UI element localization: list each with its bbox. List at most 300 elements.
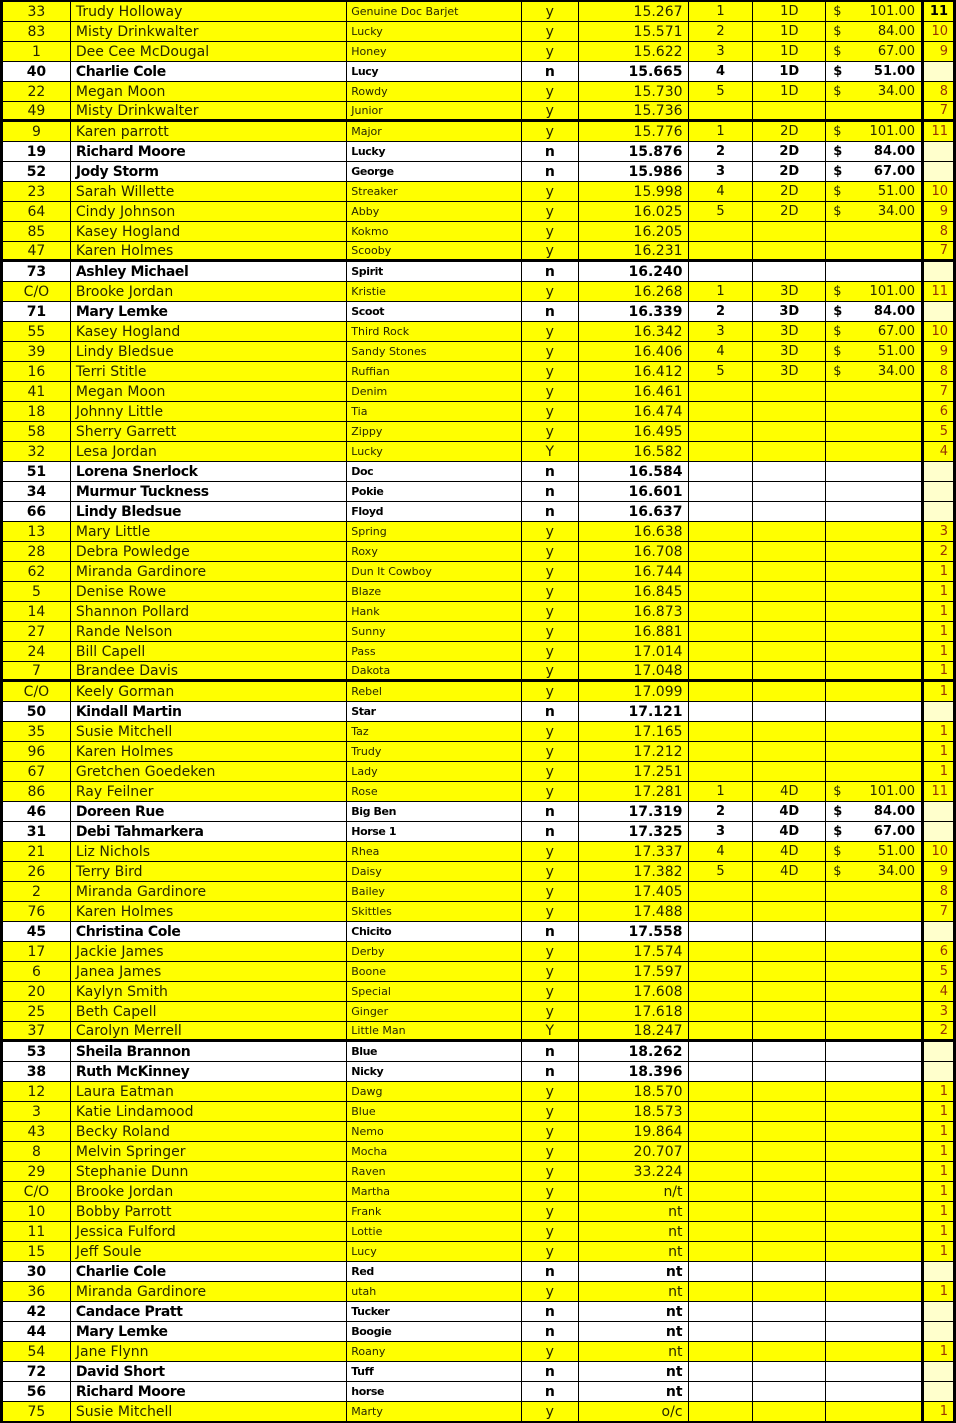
- cell-horse-name[interactable]: Streaker: [347, 182, 522, 201]
- cell-points[interactable]: 1: [921, 1182, 953, 1201]
- cell-rider-name[interactable]: Denise Rowe: [71, 582, 347, 601]
- cell-entry-number[interactable]: 47: [3, 242, 71, 259]
- cell-member-flag[interactable]: n: [522, 922, 579, 941]
- cell-time[interactable]: nt: [579, 1382, 689, 1401]
- cell-place[interactable]: [689, 482, 754, 501]
- cell-member-flag[interactable]: y: [522, 102, 579, 119]
- cell-entry-number[interactable]: 54: [3, 1342, 71, 1361]
- cell-payout[interactable]: [826, 1062, 921, 1081]
- cell-points[interactable]: [921, 62, 953, 81]
- cell-horse-name[interactable]: Kokmo: [347, 222, 522, 241]
- cell-payout[interactable]: [826, 282, 921, 301]
- cell-points[interactable]: 9: [921, 342, 953, 361]
- cell-points[interactable]: 9: [921, 42, 953, 61]
- cell-time[interactable]: 33.224: [579, 1162, 689, 1181]
- cell-rider-name[interactable]: Lesa Jordan: [71, 442, 347, 461]
- cell-rider-name[interactable]: Bobby Parrott: [71, 1202, 347, 1221]
- cell-horse-name[interactable]: Floyd: [347, 502, 522, 521]
- cell-member-flag[interactable]: y: [522, 202, 579, 221]
- cell-horse-name[interactable]: Abby: [347, 202, 522, 221]
- cell-place[interactable]: [689, 262, 754, 281]
- cell-member-flag[interactable]: y: [522, 22, 579, 41]
- cell-entry-number[interactable]: 35: [3, 722, 71, 741]
- cell-division[interactable]: [753, 1102, 826, 1121]
- cell-entry-number[interactable]: 21: [3, 842, 71, 861]
- cell-rider-name[interactable]: Karen Holmes: [71, 242, 347, 259]
- cell-place[interactable]: 1: [689, 122, 754, 141]
- cell-points[interactable]: 9: [921, 202, 953, 221]
- cell-time[interactable]: 16.584: [579, 462, 689, 481]
- cell-division[interactable]: [753, 1042, 826, 1061]
- cell-points[interactable]: [921, 1042, 953, 1061]
- cell-entry-number[interactable]: 96: [3, 742, 71, 761]
- cell-member-flag[interactable]: n: [522, 1382, 579, 1401]
- cell-points[interactable]: 1: [921, 642, 953, 661]
- cell-place[interactable]: [689, 402, 754, 421]
- cell-time[interactable]: 18.573: [579, 1102, 689, 1121]
- cell-horse-name[interactable]: Sandy Stones: [347, 342, 522, 361]
- cell-points[interactable]: 11: [921, 282, 953, 301]
- cell-horse-name[interactable]: Lucky: [347, 22, 522, 41]
- cell-points[interactable]: 1: [921, 762, 953, 781]
- cell-place[interactable]: 3: [689, 322, 754, 341]
- cell-entry-number[interactable]: 43: [3, 1122, 71, 1141]
- cell-time[interactable]: nt: [579, 1222, 689, 1241]
- cell-time[interactable]: nt: [579, 1202, 689, 1221]
- cell-member-flag[interactable]: n: [522, 1062, 579, 1081]
- cell-division[interactable]: 2D: [753, 142, 826, 161]
- cell-points[interactable]: 5: [921, 422, 953, 441]
- cell-member-flag[interactable]: n: [522, 502, 579, 521]
- cell-payout[interactable]: [826, 1282, 921, 1301]
- cell-entry-number[interactable]: 30: [3, 1262, 71, 1281]
- cell-time[interactable]: 17.325: [579, 822, 689, 841]
- cell-time[interactable]: 16.461: [579, 382, 689, 401]
- cell-division[interactable]: [753, 562, 826, 581]
- cell-division[interactable]: [753, 1342, 826, 1361]
- cell-member-flag[interactable]: y: [522, 182, 579, 201]
- cell-division[interactable]: [753, 882, 826, 901]
- cell-rider-name[interactable]: Janea James: [71, 962, 347, 981]
- cell-place[interactable]: [689, 1102, 754, 1121]
- cell-division[interactable]: [753, 1142, 826, 1161]
- cell-member-flag[interactable]: y: [522, 1102, 579, 1121]
- cell-entry-number[interactable]: 14: [3, 602, 71, 621]
- cell-horse-name[interactable]: Blue: [347, 1102, 522, 1121]
- cell-place[interactable]: 1: [689, 2, 754, 21]
- cell-place[interactable]: [689, 702, 754, 721]
- cell-place[interactable]: [689, 1262, 754, 1281]
- cell-horse-name[interactable]: Bailey: [347, 882, 522, 901]
- cell-time[interactable]: nt: [579, 1302, 689, 1321]
- cell-payout[interactable]: [826, 242, 921, 259]
- cell-division[interactable]: [753, 982, 826, 1001]
- cell-payout[interactable]: [826, 902, 921, 921]
- cell-member-flag[interactable]: y: [522, 1402, 579, 1421]
- cell-horse-name[interactable]: Nemo: [347, 1122, 522, 1141]
- cell-payout[interactable]: [826, 822, 921, 841]
- cell-payout[interactable]: [826, 222, 921, 241]
- cell-horse-name[interactable]: Lucky: [347, 142, 522, 161]
- cell-points[interactable]: 2: [921, 542, 953, 561]
- cell-member-flag[interactable]: n: [522, 142, 579, 161]
- cell-division[interactable]: [753, 1162, 826, 1181]
- cell-points[interactable]: 11: [921, 782, 953, 801]
- cell-member-flag[interactable]: n: [522, 262, 579, 281]
- cell-payout[interactable]: [826, 682, 921, 701]
- cell-time[interactable]: 15.622: [579, 42, 689, 61]
- cell-time[interactable]: 15.986: [579, 162, 689, 181]
- cell-entry-number[interactable]: 64: [3, 202, 71, 221]
- cell-points[interactable]: [921, 502, 953, 521]
- cell-time[interactable]: 17.488: [579, 902, 689, 921]
- cell-entry-number[interactable]: 24: [3, 642, 71, 661]
- cell-entry-number[interactable]: 67: [3, 762, 71, 781]
- cell-member-flag[interactable]: n: [522, 162, 579, 181]
- cell-payout[interactable]: [826, 1302, 921, 1321]
- cell-time[interactable]: 15.665: [579, 62, 689, 81]
- cell-horse-name[interactable]: Spring: [347, 522, 522, 541]
- cell-entry-number[interactable]: 42: [3, 1302, 71, 1321]
- cell-rider-name[interactable]: Charlie Cole: [71, 62, 347, 81]
- cell-entry-number[interactable]: 51: [3, 462, 71, 481]
- cell-payout[interactable]: [826, 22, 921, 41]
- cell-member-flag[interactable]: y: [522, 82, 579, 101]
- cell-payout[interactable]: [826, 562, 921, 581]
- cell-rider-name[interactable]: Mary Lemke: [71, 1322, 347, 1341]
- cell-horse-name[interactable]: horse: [347, 1382, 522, 1401]
- cell-points[interactable]: 1: [921, 662, 953, 679]
- cell-horse-name[interactable]: Nicky: [347, 1062, 522, 1081]
- cell-place[interactable]: [689, 1242, 754, 1261]
- cell-member-flag[interactable]: y: [522, 882, 579, 901]
- cell-payout[interactable]: [826, 1242, 921, 1261]
- cell-points[interactable]: 1: [921, 1202, 953, 1221]
- cell-time[interactable]: 17.121: [579, 702, 689, 721]
- cell-rider-name[interactable]: Laura Eatman: [71, 1082, 347, 1101]
- cell-division[interactable]: [753, 722, 826, 741]
- cell-payout[interactable]: [826, 182, 921, 201]
- cell-division[interactable]: [753, 402, 826, 421]
- cell-rider-name[interactable]: Liz Nichols: [71, 842, 347, 861]
- cell-entry-number[interactable]: 2: [3, 882, 71, 901]
- cell-points[interactable]: 1: [921, 722, 953, 741]
- cell-time[interactable]: 16.406: [579, 342, 689, 361]
- cell-points[interactable]: 8: [921, 362, 953, 381]
- cell-points[interactable]: [921, 702, 953, 721]
- cell-points[interactable]: 6: [921, 942, 953, 961]
- cell-payout[interactable]: [826, 702, 921, 721]
- cell-entry-number[interactable]: 52: [3, 162, 71, 181]
- cell-horse-name[interactable]: Horse 1: [347, 822, 522, 841]
- cell-time[interactable]: 17.597: [579, 962, 689, 981]
- cell-division[interactable]: [753, 582, 826, 601]
- cell-entry-number[interactable]: 71: [3, 302, 71, 321]
- cell-place[interactable]: [689, 1062, 754, 1081]
- cell-payout[interactable]: [826, 1162, 921, 1181]
- cell-horse-name[interactable]: Denim: [347, 382, 522, 401]
- cell-horse-name[interactable]: Little Man: [347, 1022, 522, 1039]
- cell-rider-name[interactable]: Brooke Jordan: [71, 1182, 347, 1201]
- cell-rider-name[interactable]: Jane Flynn: [71, 1342, 347, 1361]
- cell-division[interactable]: [753, 422, 826, 441]
- cell-points[interactable]: 10: [921, 842, 953, 861]
- cell-time[interactable]: nt: [579, 1242, 689, 1261]
- cell-rider-name[interactable]: Kaylyn Smith: [71, 982, 347, 1001]
- cell-entry-number[interactable]: 11: [3, 1222, 71, 1241]
- cell-time[interactable]: 15.998: [579, 182, 689, 201]
- cell-place[interactable]: [689, 542, 754, 561]
- cell-rider-name[interactable]: Melvin Springer: [71, 1142, 347, 1161]
- cell-time[interactable]: 17.048: [579, 662, 689, 679]
- cell-horse-name[interactable]: Lucy: [347, 1242, 522, 1261]
- cell-horse-name[interactable]: Chicito: [347, 922, 522, 941]
- cell-place[interactable]: [689, 522, 754, 541]
- cell-time[interactable]: 15.571: [579, 22, 689, 41]
- cell-member-flag[interactable]: n: [522, 1302, 579, 1321]
- cell-place[interactable]: [689, 1222, 754, 1241]
- cell-horse-name[interactable]: Hank: [347, 602, 522, 621]
- cell-points[interactable]: 11: [921, 2, 953, 21]
- cell-horse-name[interactable]: Ginger: [347, 1002, 522, 1021]
- cell-payout[interactable]: [826, 2, 921, 21]
- cell-payout[interactable]: [826, 1382, 921, 1401]
- cell-place[interactable]: [689, 622, 754, 641]
- cell-time[interactable]: nt: [579, 1262, 689, 1281]
- cell-division[interactable]: [753, 1282, 826, 1301]
- cell-horse-name[interactable]: Roxy: [347, 542, 522, 561]
- cell-horse-name[interactable]: George: [347, 162, 522, 181]
- cell-rider-name[interactable]: Jessica Fulford: [71, 1222, 347, 1241]
- cell-payout[interactable]: [826, 982, 921, 1001]
- cell-payout[interactable]: [826, 1042, 921, 1061]
- cell-payout[interactable]: [826, 362, 921, 381]
- cell-payout[interactable]: [826, 882, 921, 901]
- cell-entry-number[interactable]: 5: [3, 582, 71, 601]
- cell-payout[interactable]: [826, 582, 921, 601]
- cell-horse-name[interactable]: Martha: [347, 1182, 522, 1201]
- cell-member-flag[interactable]: n: [522, 302, 579, 321]
- cell-payout[interactable]: [826, 802, 921, 821]
- cell-points[interactable]: 1: [921, 1342, 953, 1361]
- cell-entry-number[interactable]: 86: [3, 782, 71, 801]
- cell-payout[interactable]: [826, 462, 921, 481]
- cell-time[interactable]: 16.708: [579, 542, 689, 561]
- cell-member-flag[interactable]: y: [522, 1142, 579, 1161]
- cell-horse-name[interactable]: Frank: [347, 1202, 522, 1221]
- cell-rider-name[interactable]: Charlie Cole: [71, 1262, 347, 1281]
- cell-entry-number[interactable]: 62: [3, 562, 71, 581]
- cell-time[interactable]: 17.319: [579, 802, 689, 821]
- cell-points[interactable]: 1: [921, 1282, 953, 1301]
- cell-rider-name[interactable]: Candace Pratt: [71, 1302, 347, 1321]
- cell-rider-name[interactable]: Misty Drinkwalter: [71, 102, 347, 119]
- cell-time[interactable]: 20.707: [579, 1142, 689, 1161]
- cell-payout[interactable]: [826, 1402, 921, 1421]
- cell-member-flag[interactable]: y: [522, 662, 579, 679]
- cell-place[interactable]: [689, 722, 754, 741]
- cell-time[interactable]: 16.638: [579, 522, 689, 541]
- cell-points[interactable]: 8: [921, 882, 953, 901]
- cell-entry-number[interactable]: 6: [3, 962, 71, 981]
- cell-rider-name[interactable]: Richard Moore: [71, 1382, 347, 1401]
- cell-member-flag[interactable]: y: [522, 1242, 579, 1261]
- cell-member-flag[interactable]: y: [522, 362, 579, 381]
- cell-entry-number[interactable]: 49: [3, 102, 71, 119]
- cell-division[interactable]: [753, 622, 826, 641]
- cell-place[interactable]: [689, 1402, 754, 1421]
- cell-member-flag[interactable]: y: [522, 942, 579, 961]
- cell-points[interactable]: 1: [921, 1122, 953, 1141]
- cell-payout[interactable]: [826, 1022, 921, 1039]
- cell-points[interactable]: 7: [921, 382, 953, 401]
- cell-time[interactable]: 16.412: [579, 362, 689, 381]
- cell-rider-name[interactable]: Miranda Gardinore: [71, 562, 347, 581]
- cell-payout[interactable]: [826, 482, 921, 501]
- cell-horse-name[interactable]: Red: [347, 1262, 522, 1281]
- cell-payout[interactable]: [826, 302, 921, 321]
- cell-entry-number[interactable]: 40: [3, 62, 71, 81]
- cell-payout[interactable]: [826, 1102, 921, 1121]
- cell-place[interactable]: [689, 1322, 754, 1341]
- cell-horse-name[interactable]: Blaze: [347, 582, 522, 601]
- cell-member-flag[interactable]: n: [522, 802, 579, 821]
- cell-member-flag[interactable]: y: [522, 762, 579, 781]
- cell-time[interactable]: 16.845: [579, 582, 689, 601]
- cell-horse-name[interactable]: Rose: [347, 782, 522, 801]
- cell-points[interactable]: 1: [921, 602, 953, 621]
- cell-entry-number[interactable]: 25: [3, 1002, 71, 1021]
- cell-place[interactable]: [689, 942, 754, 961]
- cell-points[interactable]: 1: [921, 582, 953, 601]
- cell-rider-name[interactable]: Katie Lindamood: [71, 1102, 347, 1121]
- cell-rider-name[interactable]: Terry Bird: [71, 862, 347, 881]
- cell-division[interactable]: [753, 1262, 826, 1281]
- cell-place[interactable]: [689, 422, 754, 441]
- cell-division[interactable]: [753, 522, 826, 541]
- cell-horse-name[interactable]: Lady: [347, 762, 522, 781]
- cell-rider-name[interactable]: Jody Storm: [71, 162, 347, 181]
- cell-time[interactable]: 18.570: [579, 1082, 689, 1101]
- cell-division[interactable]: [753, 922, 826, 941]
- cell-payout[interactable]: [826, 422, 921, 441]
- cell-entry-number[interactable]: 1: [3, 42, 71, 61]
- cell-entry-number[interactable]: 46: [3, 802, 71, 821]
- cell-member-flag[interactable]: y: [522, 1202, 579, 1221]
- cell-division[interactable]: 1D: [753, 42, 826, 61]
- cell-entry-number[interactable]: C/O: [3, 682, 71, 701]
- cell-division[interactable]: [753, 662, 826, 679]
- cell-rider-name[interactable]: Keely Gorman: [71, 682, 347, 701]
- cell-entry-number[interactable]: 23: [3, 182, 71, 201]
- cell-member-flag[interactable]: y: [522, 1122, 579, 1141]
- cell-points[interactable]: [921, 1382, 953, 1401]
- cell-payout[interactable]: [826, 402, 921, 421]
- cell-payout[interactable]: [826, 82, 921, 101]
- cell-place[interactable]: [689, 962, 754, 981]
- cell-rider-name[interactable]: Megan Moon: [71, 82, 347, 101]
- cell-rider-name[interactable]: Murmur Tuckness: [71, 482, 347, 501]
- cell-place[interactable]: [689, 562, 754, 581]
- cell-division[interactable]: [753, 1322, 826, 1341]
- cell-division[interactable]: 4D: [753, 842, 826, 861]
- cell-place[interactable]: 5: [689, 82, 754, 101]
- cell-time[interactable]: 18.262: [579, 1042, 689, 1061]
- cell-time[interactable]: 17.212: [579, 742, 689, 761]
- cell-member-flag[interactable]: y: [522, 322, 579, 341]
- cell-division[interactable]: [753, 702, 826, 721]
- cell-rider-name[interactable]: Brandee Davis: [71, 662, 347, 679]
- cell-member-flag[interactable]: y: [522, 342, 579, 361]
- cell-time[interactable]: 16.268: [579, 282, 689, 301]
- cell-time[interactable]: nt: [579, 1322, 689, 1341]
- cell-member-flag[interactable]: n: [522, 1042, 579, 1061]
- cell-payout[interactable]: [826, 722, 921, 741]
- cell-rider-name[interactable]: David Short: [71, 1362, 347, 1381]
- cell-entry-number[interactable]: 8: [3, 1142, 71, 1161]
- cell-payout[interactable]: [826, 922, 921, 941]
- cell-rider-name[interactable]: Jackie James: [71, 942, 347, 961]
- cell-payout[interactable]: [826, 742, 921, 761]
- cell-time[interactable]: 15.776: [579, 122, 689, 141]
- cell-time[interactable]: nt: [579, 1342, 689, 1361]
- cell-time[interactable]: 17.405: [579, 882, 689, 901]
- cell-points[interactable]: [921, 162, 953, 181]
- cell-rider-name[interactable]: Christina Cole: [71, 922, 347, 941]
- cell-rider-name[interactable]: Ray Feilner: [71, 782, 347, 801]
- cell-time[interactable]: 17.281: [579, 782, 689, 801]
- cell-division[interactable]: [753, 462, 826, 481]
- cell-division[interactable]: 1D: [753, 62, 826, 81]
- cell-place[interactable]: [689, 1042, 754, 1061]
- cell-entry-number[interactable]: 17: [3, 942, 71, 961]
- cell-rider-name[interactable]: Richard Moore: [71, 142, 347, 161]
- cell-rider-name[interactable]: Kasey Hogland: [71, 222, 347, 241]
- cell-time[interactable]: 17.574: [579, 942, 689, 961]
- cell-entry-number[interactable]: 33: [3, 2, 71, 21]
- cell-points[interactable]: 2: [921, 1022, 953, 1039]
- cell-rider-name[interactable]: Beth Capell: [71, 1002, 347, 1021]
- cell-entry-number[interactable]: C/O: [3, 1182, 71, 1201]
- cell-rider-name[interactable]: Carolyn Merrell: [71, 1022, 347, 1039]
- cell-points[interactable]: [921, 302, 953, 321]
- cell-points[interactable]: 10: [921, 182, 953, 201]
- cell-division[interactable]: 3D: [753, 342, 826, 361]
- cell-points[interactable]: 1: [921, 1142, 953, 1161]
- cell-division[interactable]: 3D: [753, 282, 826, 301]
- cell-place[interactable]: 2: [689, 802, 754, 821]
- cell-place[interactable]: [689, 462, 754, 481]
- cell-payout[interactable]: [826, 62, 921, 81]
- cell-entry-number[interactable]: 41: [3, 382, 71, 401]
- cell-time[interactable]: 16.601: [579, 482, 689, 501]
- cell-points[interactable]: [921, 262, 953, 281]
- cell-entry-number[interactable]: 56: [3, 1382, 71, 1401]
- cell-points[interactable]: 1: [921, 562, 953, 581]
- cell-place[interactable]: [689, 1122, 754, 1141]
- cell-horse-name[interactable]: Rowdy: [347, 82, 522, 101]
- cell-division[interactable]: 1D: [753, 22, 826, 41]
- cell-points[interactable]: [921, 1362, 953, 1381]
- cell-member-flag[interactable]: Y: [522, 1022, 579, 1039]
- cell-points[interactable]: [921, 482, 953, 501]
- cell-member-flag[interactable]: y: [522, 282, 579, 301]
- cell-points[interactable]: 1: [921, 1222, 953, 1241]
- cell-rider-name[interactable]: Miranda Gardinore: [71, 882, 347, 901]
- cell-payout[interactable]: [826, 162, 921, 181]
- cell-member-flag[interactable]: n: [522, 62, 579, 81]
- cell-place[interactable]: [689, 502, 754, 521]
